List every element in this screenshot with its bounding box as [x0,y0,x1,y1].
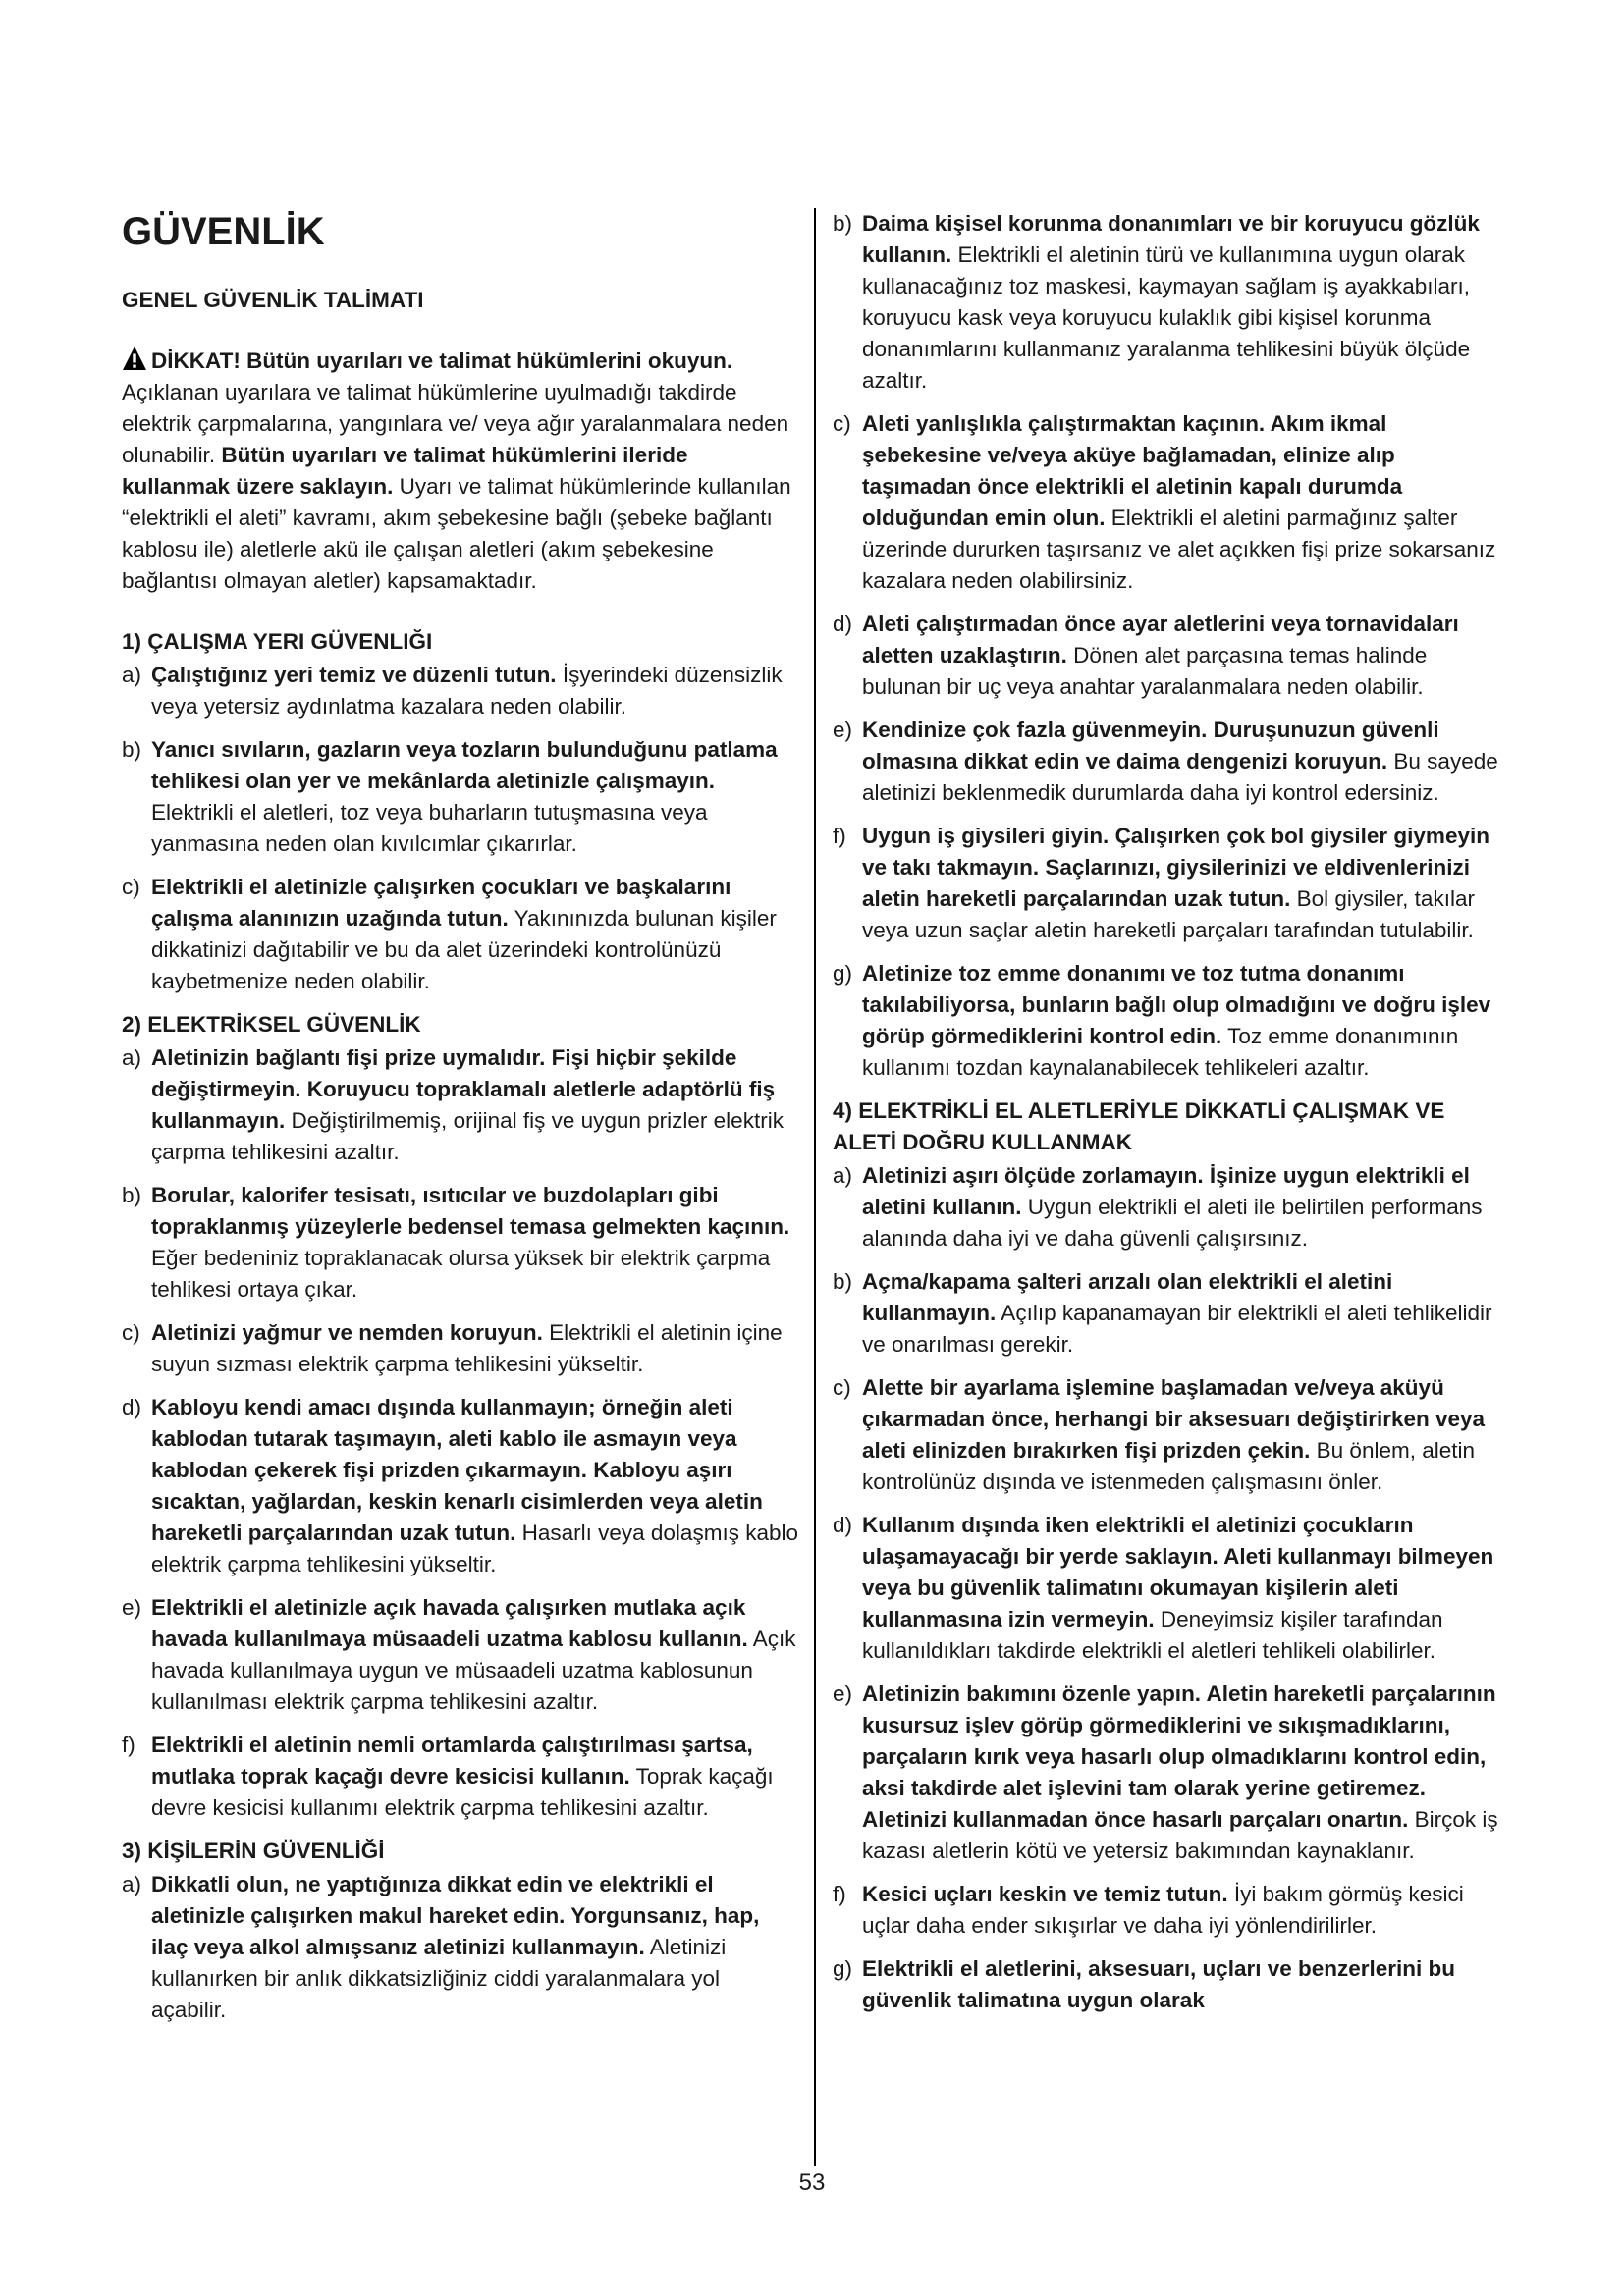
list-item [833,1266,1510,1361]
item-label: d) [122,1395,142,1419]
item-bold: Kabloyu kendi amacı dışında kullanmayın; örneğin aleti kablodan tutarak taşımayın, aleti kablo ile asmayın veya kablodan çekerek fişi prizden çıkarmayın. Kabloyu aşırı sıcaktan, yağlardan, keskin kenarlı cisimlerden veya aletin hareketli parçalarından uzak tutun. [151,1395,763,1545]
item-label: c) [122,875,140,899]
item-bold: Aletinizi yağmur ve nemden koruyun. [151,1320,543,1345]
page-title: GÜVENLİK [122,210,325,253]
list-item [122,1317,799,1380]
item-text: İşyerindeki düzensizlik veya yetersiz aydınlatma kazalara neden olabilir. [151,663,783,719]
item-text: Bu sayede aletinizi beklenmedik durumlarda daha iyi kontrol edersiniz. [862,749,1498,805]
section-3-title: 3) KİŞİLERİN GÜVENLİĞİ [122,1839,385,1863]
item-label: f) [122,1733,135,1757]
item-text: İyi bakım görmüş kesici uçlar daha ender sıkışırlar ve daha iyi yönlendirilirler. [862,1882,1464,1938]
item-label: a) [122,1872,142,1896]
item-bold: Aletinizin bağlantı fişi prize uymalıdır. Fişi hiçbir şekilde değiştirmeyin. Koruyucu topraklamalı aletlerle adaptörlü fiş kullanmayın. [151,1045,776,1133]
list-item [833,1879,1510,1942]
page-number: 53 [798,2169,826,2196]
item-bold: Elektrikli el aletinizle çalışırken çocukları ve başkalarını çalışma alanınızın uzağında tutun. [151,875,731,931]
list-item [833,609,1510,703]
item-bold: Aleti çalıştırmadan önce ayar aletlerini veya tornavidaları aletten uzaklaştırın. [862,612,1459,667]
item-label: c) [833,411,851,436]
list-item [833,821,1510,946]
list-item [833,408,1510,597]
list-item [122,1869,799,2026]
list-item [833,1160,1510,1255]
item-label: g) [833,961,853,986]
item-label: c) [833,1375,851,1400]
list-item [833,958,1510,1084]
item-text: Bol giysiler, takılar veya uzun saçlar aletin hareketli parçaları tarafından tutulabilir. [862,886,1475,942]
item-bold: Kendinize çok fazla güvenmeyin. Duruşunuzun güvenli olmasına dikkat edin ve daima dengenizi koruyun. [862,718,1439,774]
section-2-title: 2) ELEKTRİKSEL GÜVENLİK [122,1012,421,1037]
item-label: g) [833,1956,853,1981]
item-text: Birçok iş kazası aletlerin kötü ve yetersiz bakımından kaynaklanır. [862,1807,1498,1863]
item-text: Toprak kaçağı devre kesicisi kullanımı elektrik çarpma tehlikesini azaltır. [151,1764,774,1820]
item-label: d) [833,612,853,636]
item-bold: Dikkatli olun, ne yaptığınıza dikkat edin ve elektrikli el aletinizle çalışırken makul hareket edin. Yorgunsanız, hap, ilaç veya alkol almışsanız aletinizi kullanmayın. [151,1872,760,1959]
warning-triangle-icon [122,346,147,371]
item-bold: Aletinizi aşırı ölçüde zorlamayın. İşinize uygun elektrikli el aletini kullanın. [862,1163,1470,1219]
item-text: Açılıp kapanamayan bir elektrikli el aleti tehlikelidir ve onarılması gerekir. [862,1301,1492,1357]
item-label: a) [833,1163,853,1188]
item-bold: Aletinizin bakımını özenle yapın. Aletin hareketli parçalarının kusursuz işlev görüp görmediklerini ve sıkışmadıklarını, parçaların kırık veya hasarlı olup olmadıklarını kontrol edin, aksi takdirde alet işlevini tam olarak yerine getiremez. Aletinizi kullanmadan önce hasarlı parçaları onartın. [862,1682,1496,1832]
item-label: f) [833,1882,846,1906]
intro-bold-2: Bütün uyarıları ve talimat hükümlerini ileride kullanmak üzere saklayın. [122,443,688,499]
list-item [122,734,799,860]
list-item [122,1042,799,1168]
list-item [833,1679,1510,1867]
item-label: b) [122,737,142,762]
item-label: f) [833,824,846,848]
intro-text-2: Uyarı ve talimat hükümlerinde kullanılan “elektrikli el aleti” kavramı, akım şebekesine bağlı (şebeke bağlantı kablosu ile) aletlerle akü ile çalışan aletleri (akım şebekesine bağlantısı olmayan aletler) kapsamaktadır. [122,474,791,593]
intro-text-1: Açıklanan uyarılara ve talimat hükümlerine uyulmadığı takdirde elektrik çarpmalarına, yangınlara ve/ veya ağır yaralanmalara neden olunabilir. [122,380,789,467]
item-text: Dönen alet parçasına temas halinde bulunan bir uç veya anahtar yaralanmalara neden olabilir. [862,643,1428,699]
item-bold: Uygun iş giysileri giyin. Çalışırken çok bol giysiler giymeyin ve takı takmayın. Saçlarınızı, giysilerinizi ve eldivenlerinizi aletin hareketli parçalarından uzak tutun. [862,824,1489,911]
list-item [833,715,1510,809]
item-bold: Yanıcı sıvıların, gazların veya tozların bulunduğunu patlama tehlikesi olan yer ve mekânlarda aletinizle çalışmayın. [151,737,778,793]
item-bold: Aletinize toz emme donanımı ve toz tutma donanımı takılabiliyorsa, bunların bağlı olup olmadığını ve doğru işlev görüp görmediklerini kontrol edin. [862,961,1491,1048]
item-bold: Çalıştığınız yeri temiz ve düzenli tutun. [151,663,557,687]
column-divider [814,208,816,2166]
item-text: Uygun elektrikli el aleti ile belirtilen performans alanında daha iyi ve daha güvenli çalışırsınız. [862,1195,1483,1251]
item-text: Hasarlı veya dolaşmış kablo elektrik çarpma tehlikesini yükseltir. [151,1521,798,1576]
item-text: Elektrikli el aletleri, toz veya buharların tutuşmasına veya yanmasına neden olan kıvılcımlar çıkarırlar. [151,800,708,856]
list-item [122,1180,799,1306]
item-bold: Alette bir ayarlama işlemine başlamadan ve/veya aküyü çıkarmadan önce, herhangi bir aksesuarı değiştirirken veya aleti elinizden bırakırken fişi prizden çekin. [862,1375,1486,1463]
right-column [833,208,1510,2028]
page-subtitle: GENEL GÜVENLİK TALİMATI [122,288,424,312]
item-label: e) [833,718,853,742]
item-text: Toz emme donanımının kullanımı tozdan kaynalanabilecek tehlikeleri azaltır. [862,1024,1459,1080]
list-item [122,660,799,722]
item-text: Bu önlem, aletin kontrolünüz dışında ve istenmeden çalışmasını önler. [862,1438,1476,1494]
item-label: a) [122,1045,142,1070]
item-text: Deneyimsiz kişiler tarafından kullanıldıkları takdirde elektrikli el aletleri tehlikeli olabilirler. [862,1607,1443,1663]
item-label: d) [833,1513,853,1537]
item-label: b) [122,1183,142,1207]
item-bold: Elektrikli el aletinin nemli ortamlarda çalıştırılması şartsa, mutlaka toprak kaçağı devre kesicisi kullanın. [151,1733,753,1789]
item-text: Eğer bedeniniz topraklanacak olursa yüksek bir elektrik çarpma tehlikesi ortaya çıkar. [151,1246,771,1302]
item-label: b) [833,1269,853,1294]
item-text: Yakınınızda bulunan kişiler dikkatinizi dağıtabilir ve bu da alet üzerindeki kontrolünüzü kaybetmenize neden olabilir. [151,906,777,993]
list-item [122,872,799,997]
item-text: Elektrikli el aletinin türü ve kullanımına uygun olarak kullanacağınız toz maskesi, kaymayan sağlam iş ayakkabıları, koruyucu kask veya koruyucu kulaklık gibi kişisel korunma donanımlarını kullanmanız yaralanma tehlikesini büyük ölçüde azaltır. [862,242,1471,393]
list-item [833,208,1510,397]
item-bold: Açma/kapama şalteri arızalı olan elektrikli el aletini kullanmayın. [862,1269,1393,1325]
item-text: Elektrikli el aletinin içine suyun sızması elektrik çarpma tehlikesini yükseltir. [151,1320,783,1376]
list-item [833,1953,1510,2016]
list-item [122,1730,799,1824]
item-label: c) [122,1320,140,1345]
list-item [122,1592,799,1718]
section-1-title: 1) ÇALIŞMA YERI GÜVENLIĞI [122,629,433,654]
item-label: a) [122,663,142,687]
item-label: e) [833,1682,853,1706]
list-item [833,1510,1510,1667]
item-text: Elektrikli el aletini parmağınız şalter üzerinde dururken taşırsanız ve alet açıkken fişi prize sokarsanız kazalara neden olabilirsiniz. [862,506,1496,593]
item-bold: Borular, kalorifer tesisatı, ısıtıcılar ve buzdolapları gibi topraklanmış yüzeylerle bedensel temasa gelmekten kaçının. [151,1183,790,1239]
item-bold: Kesici uçları keskin ve temiz tutun. [862,1882,1228,1906]
item-label: e) [122,1595,142,1620]
left-column [122,208,799,2038]
item-bold: Daima kişisel korunma donanımları ve bir koruyucu gözlük kullanın. [862,211,1480,267]
item-bold: Aleti yanlışlıkla çalıştırmaktan kaçının. Akım ikmal şebekesine ve/veya aküye bağlamadan, elinize alıp taşımadan önce elektrikli el aletinin kapalı durumda olduğundan emin olun. [862,411,1403,530]
item-text: Aletinizi kullanırken bir anlık dikkatsizliğiniz ciddi yaralanmalara yol açabilir. [151,1935,727,2022]
intro-bold-1: DİKKAT! Bütün uyarıları ve talimat hükümlerini okuyun. [151,348,733,373]
section-4-title: 4) ELEKTRİKLİ EL ALETLERİYLE DİKKATLİ ÇALIŞMAK VE ALETİ DOĞRU KULLANMAK [833,1098,1445,1154]
item-text: Değiştirilmemiş, orijinal fiş ve uygun prizler elektrik çarpma tehlikesini azaltır. [151,1108,784,1164]
list-item [122,1392,799,1580]
item-bold: Elektrikli el aletinizle açık havada çalışırken mutlaka açık havada kullanılmaya müsaadeli uzatma kablosu kullanın. [151,1595,748,1651]
list-item [833,1372,1510,1498]
item-bold: Elektrikli el aletlerini, aksesuarı, uçları ve benzerlerini bu güvenlik talimatına uygun olarak [862,1956,1456,2012]
item-bold: Kullanım dışında iken elektrikli el aletinizi çocukların ulaşamayacağı bir yerde saklayın. Aleti kullanmayı bilmeyen veya bu güvenlik talimatını okumayan kişilerin aleti kullanmasına izin vermeyin. [862,1513,1494,1631]
item-label: b) [833,211,853,236]
item-text: Açık havada kullanılmaya uygun ve müsaadeli uzatma kablosunun kullanılması elektrik çarpma tehlikesini azaltır. [151,1627,796,1714]
intro-warning [122,346,799,597]
